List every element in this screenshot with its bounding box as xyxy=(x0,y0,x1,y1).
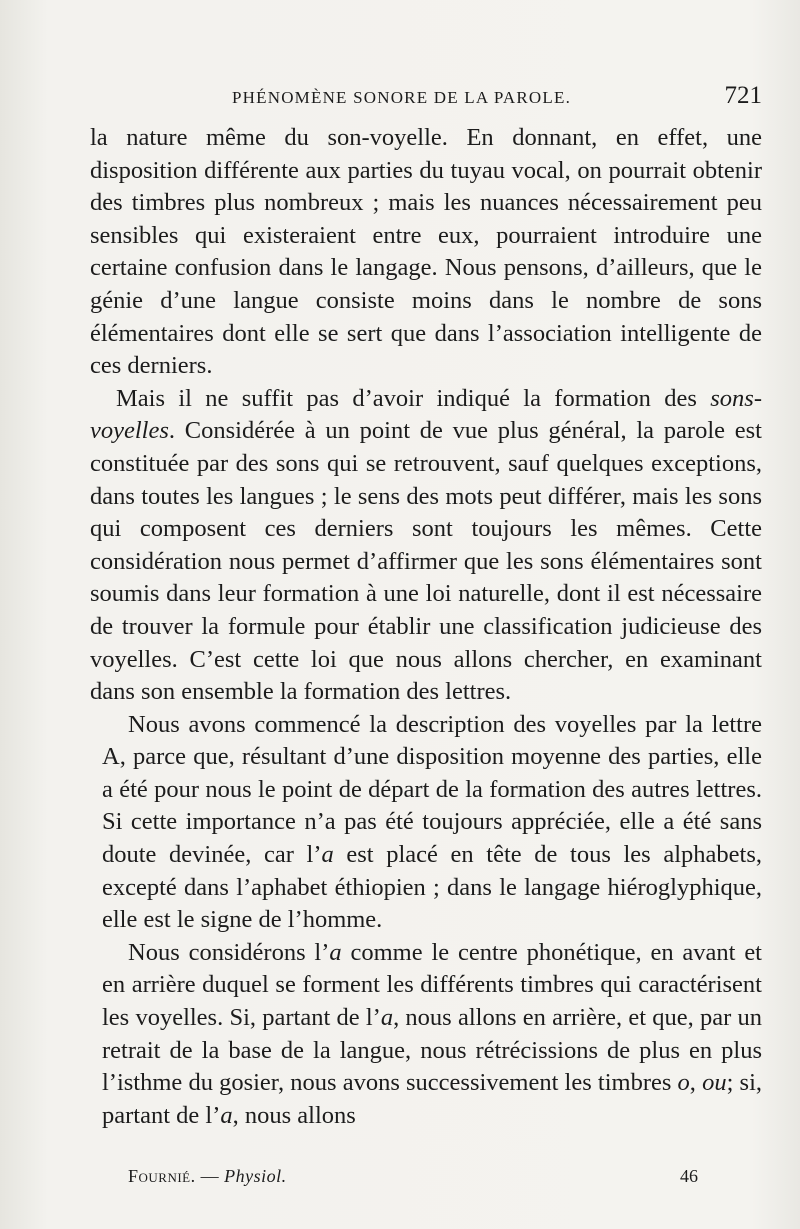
text-run: la nature même du son-voyelle. En donnant, en effet, une disposition différente aux parties du tuyau vocal, on pourrait obtenir des timbres plus nombreux ; mais les nuances nécessairement peu sensibles qui existeraient entre eux, pourraient introduire une certaine confusion dans le langage. Nous pensons, d’ailleurs, que le génie d’une langue consiste moins dans le nombre de sons élémentaires dont elle se sert que dans l’association intelligente de ces derniers. xyxy=(90,124,762,380)
paragraph xyxy=(90,383,762,709)
text-run: . Considérée à un point de vue plus général, la parole est constituée par des sons qui se retrouvent, sauf quelques exceptions, dans toutes les langues ; le sens des mots peut différer, mais les sons qui composent ces derniers sont toujours les mêmes. Cette considération nous permet d’affirmer que les sons élémentaires sont soumis dans leur formation à une loi naturelle, dont il est nécessaire de trouver la formule pour établir une classification judicieuse des voyelles. C’est cette loi que nous allons chercher, en examinant dans son ensemble la formation des lettres. xyxy=(90,417,762,706)
page-header xyxy=(232,84,762,114)
text-run: , nous allons xyxy=(232,1101,356,1129)
paragraph xyxy=(102,709,762,937)
text-run: Nous considérons l’ xyxy=(128,938,330,966)
signature-author: Fournié. — xyxy=(128,1166,225,1186)
text-run: est placé en tête de tous les alphabets, excepté dans l’aphabet éthiopien ; dans le langage hiéroglyphique, elle est le signe de l’homme. xyxy=(102,841,762,934)
running-title: PHÉNOMÈNE SONORE DE LA PAROLE. xyxy=(232,88,572,107)
text-run: , xyxy=(689,1069,703,1097)
signature-number: 46 xyxy=(680,1166,698,1186)
body-text xyxy=(90,122,762,1132)
italic-text: o xyxy=(677,1069,690,1097)
paragraph xyxy=(90,122,762,383)
italic-text: a xyxy=(380,1004,394,1032)
page-number: 721 xyxy=(724,82,762,109)
signature-title: Physiol. xyxy=(224,1166,287,1186)
page-footer xyxy=(128,1166,698,1192)
italic-text: ou xyxy=(702,1069,727,1097)
paragraph xyxy=(102,937,762,1133)
text-run: comme le centre phonétique, en avant et en arrière duquel se forment les différents timbres qui caractérisent les voyelles. Si, partant de l’ xyxy=(102,938,762,1032)
text-run: Mais il ne suffit pas d’avoir indiqué la formation des xyxy=(116,384,711,412)
italic-text: a xyxy=(220,1101,233,1129)
printer-signature xyxy=(128,1166,287,1187)
text-run: Nous avons commencé la description des voyelles par la lettre A, parce que, résultant d’une disposition moyenne des parties, elle a été pour nous le point de départ de la formation des autres lettres. Si cette importance n’a pas été toujours appréciée, elle a été sans doute devinée, car l’ xyxy=(102,710,762,869)
italic-text: a xyxy=(329,938,342,966)
text-run: ; si, partant de l’ xyxy=(102,1069,762,1129)
italic-text: sons-voyelles xyxy=(90,384,762,445)
text-run: , nous allons en arrière, et que, par un retrait de la base de la langue, nous rétrécissions de plus en plus l’isthme du gosier, nous avons successivement les timbres xyxy=(102,1004,762,1097)
italic-text: a xyxy=(321,841,334,869)
